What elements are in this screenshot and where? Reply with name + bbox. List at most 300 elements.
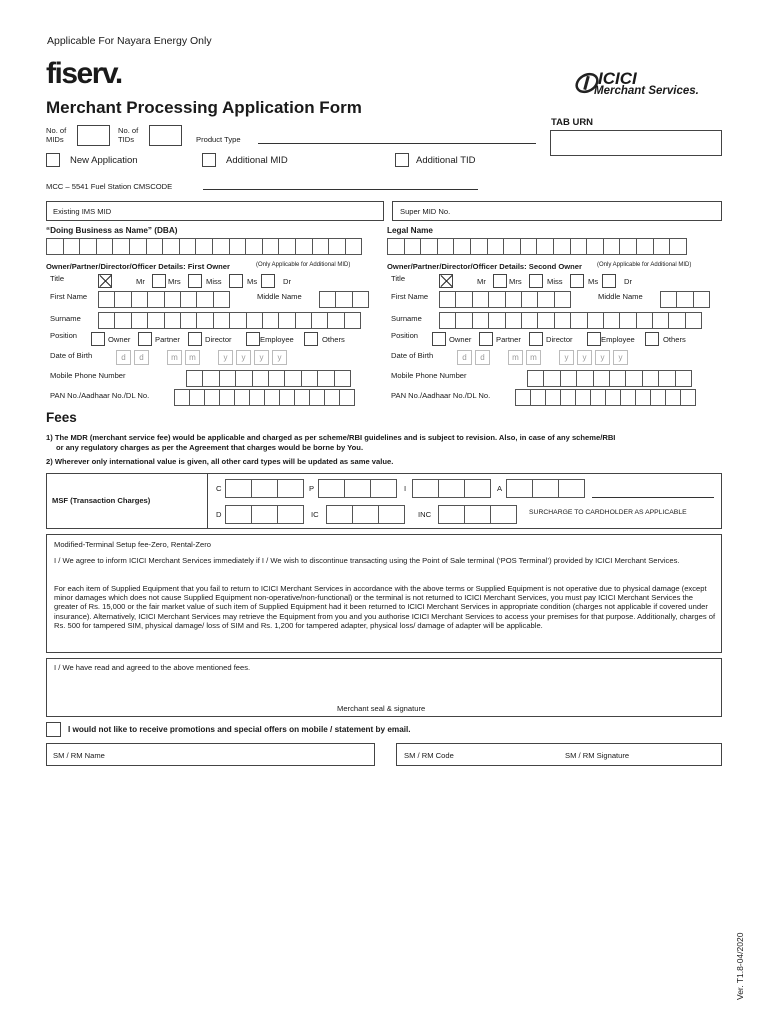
char-cell[interactable] bbox=[520, 238, 538, 255]
fees-note-1: 1) The MDR (merchant service fee) would be applicable and charged as per scheme/RBI guidelines and is subject to revision. Also, in case of any scheme/RBI bbox=[46, 433, 616, 442]
char-cell[interactable] bbox=[229, 312, 246, 329]
char-cell[interactable] bbox=[676, 291, 693, 308]
msf-code-label: C bbox=[216, 484, 222, 493]
position-checkbox[interactable] bbox=[432, 332, 446, 346]
char-cell[interactable] bbox=[174, 389, 190, 406]
char-cell[interactable] bbox=[636, 238, 654, 255]
msf-cell[interactable] bbox=[251, 505, 278, 524]
char-cell[interactable] bbox=[335, 291, 352, 308]
additional-mid-checkbox[interactable] bbox=[202, 153, 216, 167]
char-cell[interactable] bbox=[453, 238, 471, 255]
char-cell[interactable] bbox=[114, 291, 131, 308]
char-cell[interactable] bbox=[487, 238, 505, 255]
char-cell[interactable] bbox=[98, 291, 115, 308]
char-cell[interactable] bbox=[196, 312, 213, 329]
char-cell[interactable] bbox=[129, 238, 147, 255]
msf-code-label: IC bbox=[311, 510, 319, 519]
additional-tid-checkbox[interactable] bbox=[395, 153, 409, 167]
terms-line-1: Modified-Terminal Setup fee-Zero, Rental-Zero bbox=[54, 540, 212, 549]
char-cell[interactable] bbox=[196, 291, 213, 308]
middle-name-cells[interactable] bbox=[319, 291, 368, 308]
char-cell[interactable] bbox=[219, 389, 235, 406]
position-option: Partner bbox=[155, 335, 180, 344]
position-option: Director bbox=[546, 335, 573, 344]
position-checkbox[interactable] bbox=[246, 332, 260, 346]
char-cell[interactable] bbox=[488, 312, 505, 329]
terms-paragraph-1: I / We agree to inform ICICI Merchant Services immediately if I / We wish to discontinue transacting using the Point of Sale terminal (‘POS Terminal’) provided by ICICI Merchant Services. bbox=[54, 556, 680, 565]
char-cell[interactable] bbox=[642, 370, 659, 387]
dob-digit-cell[interactable]: y bbox=[559, 350, 574, 365]
title-option: Mrs bbox=[168, 277, 181, 286]
form-title: Merchant Processing Application Form bbox=[46, 98, 362, 117]
position-option: Employee bbox=[601, 335, 635, 344]
char-cell[interactable] bbox=[669, 238, 687, 255]
char-cell[interactable] bbox=[268, 370, 285, 387]
position-option: Owner bbox=[449, 335, 472, 344]
char-cell[interactable] bbox=[179, 238, 197, 255]
super-mid-label: Super MID No. bbox=[400, 207, 451, 216]
position-checkbox[interactable] bbox=[645, 332, 659, 346]
first-name-cells[interactable] bbox=[439, 291, 570, 308]
cmscode-line[interactable] bbox=[203, 189, 478, 190]
dob-digit-cell[interactable]: d bbox=[457, 350, 472, 365]
char-cell[interactable] bbox=[554, 312, 571, 329]
title-option: Mr bbox=[477, 277, 486, 286]
char-cell[interactable] bbox=[603, 238, 621, 255]
title-option: Mr bbox=[136, 277, 145, 286]
char-cell[interactable] bbox=[180, 312, 197, 329]
position-checkbox[interactable] bbox=[529, 332, 543, 346]
position-checkbox[interactable] bbox=[479, 332, 493, 346]
char-cell[interactable] bbox=[472, 291, 489, 308]
msf-code-label: I bbox=[404, 484, 407, 493]
char-cell[interactable] bbox=[609, 370, 626, 387]
char-cell[interactable] bbox=[420, 238, 438, 255]
char-cell[interactable] bbox=[472, 312, 489, 329]
char-cell[interactable] bbox=[164, 291, 181, 308]
dob-digit-cell[interactable]: m bbox=[508, 350, 523, 365]
sm-rm-signature-label: SM / RM Signature bbox=[565, 751, 630, 760]
middle-name-label: Middle Name bbox=[257, 292, 302, 301]
title-checkbox[interactable] bbox=[570, 274, 584, 288]
char-cell[interactable] bbox=[344, 312, 361, 329]
first-name-cells[interactable] bbox=[98, 291, 229, 308]
char-cell[interactable] bbox=[619, 312, 636, 329]
dob-digit-cell[interactable]: y bbox=[613, 350, 628, 365]
fees-note-1b: or any regulatory charges as per the Agreement that charges would be borne by You. bbox=[56, 443, 364, 452]
char-cell[interactable] bbox=[204, 389, 220, 406]
msf-cell[interactable] bbox=[464, 505, 491, 524]
position-option: Partner bbox=[496, 335, 521, 344]
title-checkbox[interactable] bbox=[439, 274, 453, 288]
char-cell[interactable] bbox=[311, 312, 328, 329]
char-cell[interactable] bbox=[650, 389, 666, 406]
char-cell[interactable] bbox=[146, 238, 164, 255]
char-cell[interactable] bbox=[527, 370, 544, 387]
char-cell[interactable] bbox=[309, 389, 325, 406]
msf-cell[interactable] bbox=[464, 479, 491, 498]
char-cell[interactable] bbox=[437, 238, 455, 255]
char-cell[interactable] bbox=[345, 238, 363, 255]
middle-name-label: Middle Name bbox=[598, 292, 643, 301]
no-of-tids-label: No. of TIDs bbox=[118, 126, 139, 144]
char-cell[interactable] bbox=[131, 291, 148, 308]
dob-label: Date of Birth bbox=[391, 351, 434, 360]
char-cell[interactable] bbox=[387, 238, 405, 255]
char-cell[interactable] bbox=[575, 389, 591, 406]
title-checkbox[interactable] bbox=[229, 274, 243, 288]
char-cell[interactable] bbox=[328, 238, 346, 255]
msf-cell[interactable] bbox=[532, 479, 559, 498]
char-cell[interactable] bbox=[619, 238, 637, 255]
title-option: Ms bbox=[247, 277, 258, 286]
char-cell[interactable] bbox=[46, 238, 64, 255]
sm-rm-code-label: SM / RM Code bbox=[404, 751, 454, 760]
char-cell[interactable] bbox=[625, 370, 642, 387]
mobile-label: Mobile Phone Number bbox=[391, 371, 467, 380]
dob-digit-cell[interactable]: m bbox=[167, 350, 182, 365]
position-option: Director bbox=[205, 335, 232, 344]
char-cell[interactable] bbox=[249, 389, 265, 406]
position-label: Position bbox=[391, 331, 419, 340]
char-cell[interactable] bbox=[294, 389, 310, 406]
title-checkbox[interactable] bbox=[188, 274, 202, 288]
applicable-note: Applicable For Nayara Energy Only bbox=[47, 35, 212, 47]
owner-heading: Owner/Partner/Director/Officer Details: Second Owner bbox=[387, 262, 582, 271]
product-type-line[interactable] bbox=[258, 143, 536, 144]
char-cell[interactable] bbox=[327, 312, 344, 329]
char-cell[interactable] bbox=[63, 238, 81, 255]
char-cell[interactable] bbox=[186, 370, 203, 387]
fees-heading: Fees bbox=[46, 410, 77, 425]
char-cell[interactable] bbox=[505, 312, 522, 329]
char-cell[interactable] bbox=[658, 370, 675, 387]
title-option: Dr bbox=[283, 277, 292, 286]
char-cell[interactable] bbox=[112, 238, 130, 255]
title-label: Title bbox=[50, 274, 65, 283]
char-cell[interactable] bbox=[324, 389, 340, 406]
char-cell[interactable] bbox=[131, 312, 148, 329]
position-checkbox[interactable] bbox=[304, 332, 318, 346]
char-cell[interactable] bbox=[545, 389, 561, 406]
char-cell[interactable] bbox=[675, 370, 692, 387]
char-cell[interactable] bbox=[334, 370, 351, 387]
dob-field[interactable] bbox=[116, 350, 290, 365]
char-cell[interactable] bbox=[79, 238, 97, 255]
second-owner-section bbox=[387, 262, 722, 412]
surcharge-label: SURCHARGE TO CARDHOLDER AS APPLICABLE bbox=[529, 509, 687, 516]
dob-digit-cell[interactable]: m bbox=[526, 350, 541, 365]
char-cell[interactable] bbox=[553, 238, 571, 255]
char-cell[interactable] bbox=[635, 389, 651, 406]
char-cell[interactable] bbox=[515, 389, 531, 406]
new-application-label: New Application bbox=[70, 155, 138, 166]
char-cell[interactable] bbox=[114, 312, 131, 329]
middle-name-cells[interactable] bbox=[660, 291, 709, 308]
dba-cells[interactable] bbox=[46, 238, 361, 255]
super-mid-field[interactable] bbox=[392, 201, 722, 221]
pan-cells[interactable] bbox=[174, 389, 354, 406]
new-application-checkbox[interactable] bbox=[46, 153, 60, 167]
existing-ims-mid-label: Existing IMS MID bbox=[53, 207, 112, 216]
dba-label: “Doing Business as Name” (DBA) bbox=[46, 226, 178, 235]
char-cell[interactable] bbox=[570, 238, 588, 255]
pan-cells[interactable] bbox=[515, 389, 695, 406]
msf-cell[interactable] bbox=[318, 479, 345, 498]
msf-value-cells[interactable] bbox=[318, 479, 396, 498]
msf-cell[interactable] bbox=[277, 479, 304, 498]
char-cell[interactable] bbox=[212, 238, 230, 255]
char-cell[interactable] bbox=[680, 389, 696, 406]
char-cell[interactable] bbox=[505, 291, 522, 308]
position-checkbox[interactable] bbox=[91, 332, 105, 346]
msf-value-cells[interactable] bbox=[225, 479, 303, 498]
pan-label: PAN No./Aadhaar No./DL No. bbox=[50, 391, 150, 400]
tab-urn-label: TAB URN bbox=[551, 117, 594, 128]
char-cell[interactable] bbox=[570, 312, 587, 329]
mcc-label: MCC – 5541 Fuel Station CMSCODE bbox=[46, 182, 173, 191]
msf-cell[interactable] bbox=[344, 479, 371, 498]
title-checkbox[interactable] bbox=[98, 274, 112, 288]
pan-label: PAN No./Aadhaar No./DL No. bbox=[391, 391, 491, 400]
no-of-mids-label: No. of MIDs bbox=[46, 126, 67, 144]
char-cell[interactable] bbox=[98, 312, 115, 329]
promo-optout-label: I would not like to receive promotions and special offers on mobile / statement by email. bbox=[68, 725, 411, 734]
msf-value-cells[interactable] bbox=[326, 505, 404, 524]
msf-cell[interactable] bbox=[438, 505, 465, 524]
char-cell[interactable] bbox=[586, 238, 604, 255]
char-cell[interactable] bbox=[229, 238, 247, 255]
char-cell[interactable] bbox=[455, 291, 472, 308]
owner-heading: Owner/Partner/Director/Officer Details: First Owner bbox=[46, 262, 230, 271]
char-cell[interactable] bbox=[605, 389, 621, 406]
title-label: Title bbox=[391, 274, 406, 283]
no-of-tids-input[interactable] bbox=[149, 125, 182, 146]
char-cell[interactable] bbox=[521, 291, 538, 308]
char-cell[interactable] bbox=[295, 312, 312, 329]
legal-name-cells[interactable] bbox=[387, 238, 686, 255]
surname-label: Surname bbox=[50, 314, 81, 323]
char-cell[interactable] bbox=[295, 238, 313, 255]
dob-field[interactable] bbox=[457, 350, 631, 365]
title-checkbox[interactable] bbox=[493, 274, 507, 288]
msf-cell[interactable] bbox=[251, 479, 278, 498]
char-cell[interactable] bbox=[439, 291, 456, 308]
product-type-label: Product Type bbox=[196, 135, 241, 144]
title-checkbox[interactable] bbox=[529, 274, 543, 288]
msf-code-label: A bbox=[497, 484, 503, 493]
dob-digit-cell[interactable]: y bbox=[272, 350, 287, 365]
merchant-services-text: Merchant Services. bbox=[594, 85, 699, 97]
first-name-label: First Name bbox=[50, 292, 88, 301]
char-cell[interactable] bbox=[470, 238, 488, 255]
msf-cell[interactable] bbox=[370, 479, 397, 498]
dob-label: Date of Birth bbox=[50, 351, 93, 360]
msf-cell[interactable] bbox=[558, 479, 585, 498]
sm-rm-name-field[interactable] bbox=[46, 743, 375, 766]
char-cell[interactable] bbox=[537, 291, 554, 308]
char-cell[interactable] bbox=[455, 312, 472, 329]
title-option: Mrs bbox=[509, 277, 522, 286]
msf-value-cells[interactable] bbox=[506, 479, 584, 498]
mobile-cells[interactable] bbox=[527, 370, 691, 387]
position-checkbox[interactable] bbox=[138, 332, 152, 346]
owner-note: (Only Applicable for Additional MID) bbox=[597, 262, 692, 268]
char-cell[interactable] bbox=[339, 389, 355, 406]
char-cell[interactable] bbox=[262, 238, 280, 255]
dob-digit-cell[interactable]: d bbox=[475, 350, 490, 365]
msf-cell[interactable] bbox=[412, 479, 439, 498]
char-cell[interactable] bbox=[404, 238, 422, 255]
char-cell[interactable] bbox=[147, 291, 164, 308]
char-cell[interactable] bbox=[162, 238, 180, 255]
merchant-seal-label: Merchant seal & signature bbox=[337, 704, 426, 713]
msf-cell[interactable] bbox=[225, 479, 252, 498]
position-checkbox[interactable] bbox=[587, 332, 601, 346]
char-cell[interactable] bbox=[319, 291, 336, 308]
dob-digit-cell[interactable]: y bbox=[236, 350, 251, 365]
additional-mid-label: Additional MID bbox=[226, 155, 288, 166]
tab-urn-box[interactable] bbox=[550, 130, 722, 156]
char-cell[interactable] bbox=[245, 238, 263, 255]
char-cell[interactable] bbox=[537, 312, 554, 329]
title-option: Miss bbox=[206, 277, 222, 286]
char-cell[interactable] bbox=[636, 312, 653, 329]
char-cell[interactable] bbox=[554, 291, 571, 308]
char-cell[interactable] bbox=[660, 291, 677, 308]
position-option: Others bbox=[663, 335, 686, 344]
msf-cell[interactable] bbox=[225, 505, 252, 524]
char-cell[interactable] bbox=[488, 291, 505, 308]
title-option: Ms bbox=[588, 277, 599, 286]
dob-digit-cell[interactable]: y bbox=[254, 350, 269, 365]
no-of-mids-input[interactable] bbox=[77, 125, 110, 146]
fiserv-logo: fiserv. bbox=[46, 57, 122, 90]
msf-value-cells[interactable] bbox=[438, 505, 516, 524]
surcharge-line[interactable] bbox=[592, 497, 714, 498]
char-cell[interactable] bbox=[685, 312, 702, 329]
char-cell[interactable] bbox=[234, 389, 250, 406]
char-cell[interactable] bbox=[284, 370, 301, 387]
dob-digit-cell[interactable]: d bbox=[116, 350, 131, 365]
title-option: Dr bbox=[624, 277, 633, 286]
char-cell[interactable] bbox=[439, 312, 456, 329]
char-cell[interactable] bbox=[560, 389, 576, 406]
terms-paragraph-2: For each item of Supplied Equipment that you fail to return to ICICI Merchant Services in accordance with the above terms or Supplied Equipment is not operative due to physical damage (except minor damages which does not cause Supplied Equipment non-operative/non-functional) or the terminal is not returned to ICICI Merchant Services, you must pay ICICI Merchant Services the greater of Rs. 15,000 or the fair market value of such item of Supplied Equipment had it been returned to ICICI Merchant Services in appropriate condition (charges not applicable if covered under insurance). Alternatively, ICICI Merchant Services may retrieve the Equipment from you and you authorise ICICI Merchant Services to access your premises for that purpose. Additionally, charges of Rs. 500 for tampered SIM, physical damage/ loss of SIM and Rs. 1,200 for tampered adapter, physical loss/ damage of adapter will be applicable. bbox=[54, 584, 716, 630]
surname-cells[interactable] bbox=[439, 312, 701, 329]
dob-digit-cell[interactable]: y bbox=[595, 350, 610, 365]
char-cell[interactable] bbox=[147, 312, 164, 329]
dob-digit-cell[interactable]: m bbox=[185, 350, 200, 365]
char-cell[interactable] bbox=[543, 370, 560, 387]
msf-cell[interactable] bbox=[277, 505, 304, 524]
char-cell[interactable] bbox=[180, 291, 197, 308]
char-cell[interactable] bbox=[503, 238, 521, 255]
char-cell[interactable] bbox=[587, 312, 604, 329]
agree-text: I / We have read and agreed to the above mentioned fees. bbox=[54, 663, 251, 672]
char-cell[interactable] bbox=[246, 312, 263, 329]
title-checkbox[interactable] bbox=[152, 274, 166, 288]
msf-cell[interactable] bbox=[352, 505, 379, 524]
owner-note: (Only Applicable for Additional MID) bbox=[256, 262, 351, 268]
char-cell[interactable] bbox=[665, 389, 681, 406]
char-cell[interactable] bbox=[279, 389, 295, 406]
char-cell[interactable] bbox=[653, 238, 671, 255]
position-option: Employee bbox=[260, 335, 294, 344]
char-cell[interactable] bbox=[521, 312, 538, 329]
char-cell[interactable] bbox=[668, 312, 685, 329]
char-cell[interactable] bbox=[652, 312, 669, 329]
char-cell[interactable] bbox=[164, 312, 181, 329]
msf-cell[interactable] bbox=[378, 505, 405, 524]
char-cell[interactable] bbox=[195, 238, 213, 255]
char-cell[interactable] bbox=[693, 291, 710, 308]
msf-cell[interactable] bbox=[326, 505, 353, 524]
msf-label: MSF (Transaction Charges) bbox=[52, 496, 151, 505]
promo-optout-checkbox[interactable] bbox=[46, 722, 61, 737]
msf-value-cells[interactable] bbox=[225, 505, 303, 524]
char-cell[interactable] bbox=[96, 238, 114, 255]
title-checkbox[interactable] bbox=[602, 274, 616, 288]
char-cell[interactable] bbox=[278, 312, 295, 329]
legal-name-label: Legal Name bbox=[387, 226, 433, 235]
msf-cell[interactable] bbox=[438, 479, 465, 498]
title-option: Miss bbox=[547, 277, 563, 286]
char-cell[interactable] bbox=[219, 370, 236, 387]
title-checkbox[interactable] bbox=[261, 274, 275, 288]
char-cell[interactable] bbox=[235, 370, 252, 387]
msf-cell[interactable] bbox=[506, 479, 533, 498]
char-cell[interactable] bbox=[262, 312, 279, 329]
msf-cell[interactable] bbox=[490, 505, 517, 524]
surname-label: Surname bbox=[391, 314, 422, 323]
position-checkbox[interactable] bbox=[188, 332, 202, 346]
msf-value-cells[interactable] bbox=[412, 479, 490, 498]
char-cell[interactable] bbox=[202, 370, 219, 387]
version-label: Ver. T1.8-04/2020 bbox=[735, 932, 745, 1000]
existing-ims-mid-field[interactable] bbox=[46, 201, 384, 221]
char-cell[interactable] bbox=[593, 370, 610, 387]
char-cell[interactable] bbox=[603, 312, 620, 329]
char-cell[interactable] bbox=[576, 370, 593, 387]
position-option: Others bbox=[322, 335, 345, 344]
surname-cells[interactable] bbox=[98, 312, 360, 329]
char-cell[interactable] bbox=[189, 389, 205, 406]
dob-digit-cell[interactable]: d bbox=[134, 350, 149, 365]
dob-digit-cell[interactable]: y bbox=[577, 350, 592, 365]
char-cell[interactable] bbox=[560, 370, 577, 387]
char-cell[interactable] bbox=[301, 370, 318, 387]
char-cell[interactable] bbox=[278, 238, 296, 255]
char-cell[interactable] bbox=[252, 370, 269, 387]
char-cell[interactable] bbox=[590, 389, 606, 406]
position-option: Owner bbox=[108, 335, 131, 344]
char-cell[interactable] bbox=[213, 291, 230, 308]
dob-digit-cell[interactable]: y bbox=[218, 350, 233, 365]
mobile-cells[interactable] bbox=[186, 370, 350, 387]
char-cell[interactable] bbox=[264, 389, 280, 406]
char-cell[interactable] bbox=[312, 238, 330, 255]
sm-rm-code-field[interactable] bbox=[396, 743, 722, 766]
fees-note-2: 2) Wherever only international value is given, all other card types will be updated as same value. bbox=[46, 457, 394, 466]
char-cell[interactable] bbox=[213, 312, 230, 329]
char-cell[interactable] bbox=[536, 238, 554, 255]
char-cell[interactable] bbox=[317, 370, 334, 387]
char-cell[interactable] bbox=[620, 389, 636, 406]
char-cell[interactable] bbox=[352, 291, 369, 308]
msf-code-label: INC bbox=[418, 510, 432, 519]
char-cell[interactable] bbox=[530, 389, 546, 406]
